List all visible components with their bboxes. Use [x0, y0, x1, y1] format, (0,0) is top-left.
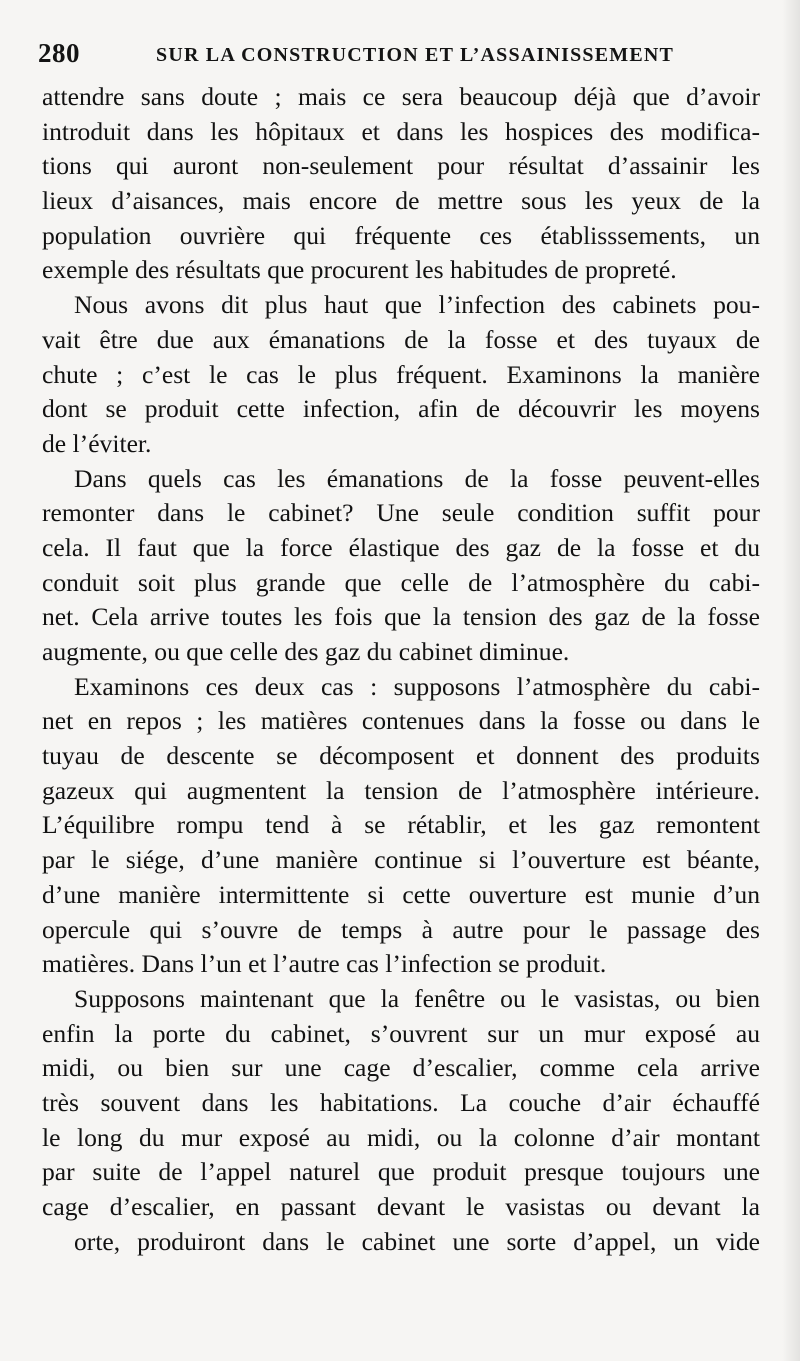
- text-line: par le siége, d’une manière continue si l’ouverture est béante,: [42, 845, 760, 875]
- running-head: SUR LA CONSTRUCTION ET L’ASSAINISSEMENT: [156, 44, 675, 66]
- text-line: attendre sans doute ; mais ce sera beaucoup déjà que d’avoir: [42, 82, 760, 111]
- text-line: tuyau de descente se décomposent et donnent des produits: [42, 741, 760, 771]
- text-line: orte, produiront dans le cabinet une sorte d’appel, un vide: [74, 1226, 760, 1256]
- text-line: dont se produit cette infection, afin de découvrir les moyens: [42, 394, 760, 424]
- text-line: opercule qui s’ouvre de temps à autre pour le passage des: [42, 914, 760, 944]
- text-line: net en repos ; les matières contenues dans la fosse ou dans le: [42, 706, 760, 736]
- text-line: par suite de l’appel naturel que produit presque toujours une: [42, 1157, 760, 1187]
- text-line: enfin la porte du cabinet, s’ouvrent sur un mur exposé au: [42, 1018, 760, 1048]
- text-line: d’une manière intermittente si cette ouverture est munie d’un: [42, 879, 760, 909]
- text-line: remonter dans le cabinet? Une seule condition suffit pour: [42, 498, 760, 528]
- text-line: Examinons ces deux cas : supposons l’atmosphère du cabi-: [74, 671, 760, 701]
- text-line: Dans quels cas les émanations de la fosse peuvent-elles: [74, 463, 760, 493]
- text-line: très souvent dans les habitations. La couche d’air échauffé: [42, 1087, 760, 1117]
- text-line: tions qui auront non-seulement pour résultat d’assainir les: [42, 151, 760, 181]
- text-line: vait être due aux émanations de la fosse et des tuyaux de: [42, 324, 760, 354]
- text-line: gazeux qui augmentent la tension de l’atmosphère intérieure.: [42, 775, 760, 805]
- page-header: [38, 38, 762, 72]
- text-line: exemple des résultats que procurent les habitudes de propreté.: [42, 255, 677, 285]
- text-line: conduit soit plus grande que celle de l’atmosphère du cabi-: [42, 567, 760, 597]
- text-line: chute ; c’est le cas le plus fréquent. Examinons la manière: [42, 359, 760, 389]
- page-number: 280: [38, 38, 80, 68]
- text-line: net. Cela arrive toutes les fois que la tension des gaz de la fosse: [42, 602, 760, 632]
- text-line: lieux d’aisances, mais encore de mettre sous les yeux de la: [42, 186, 760, 216]
- body-text: [42, 80, 760, 1259]
- text-line: midi, ou bien sur une cage d’escalier, comme cela arrive: [42, 1053, 760, 1083]
- text-line: cage d’escalier, en passant devant le vasistas ou devant la: [42, 1192, 760, 1221]
- text-line: cela. Il faut que la force élastique des gaz de la fosse et du: [42, 532, 760, 562]
- text-line: Nous avons dit plus haut que l’infection des cabinets pou-: [74, 290, 760, 320]
- text-line: population ouvrière qui fréquente ces établisssements, un: [42, 220, 760, 250]
- text-line: introduit dans les hôpitaux et dans les hospices des modifica-: [42, 116, 760, 146]
- text-line: de l’éviter.: [42, 428, 152, 458]
- text-line: matières. Dans l’un et l’autre cas l’infection se produit.: [42, 949, 607, 979]
- text-line: augmente, ou que celle des gaz du cabinet diminue.: [42, 637, 570, 666]
- text-line: Supposons maintenant que la fenêtre ou le vasistas, ou bien: [74, 983, 760, 1013]
- text-line: L’équilibre rompu tend à se rétablir, et les gaz remontent: [42, 810, 760, 840]
- text-line: le long du mur exposé au midi, ou la colonne d’air montant: [42, 1122, 760, 1152]
